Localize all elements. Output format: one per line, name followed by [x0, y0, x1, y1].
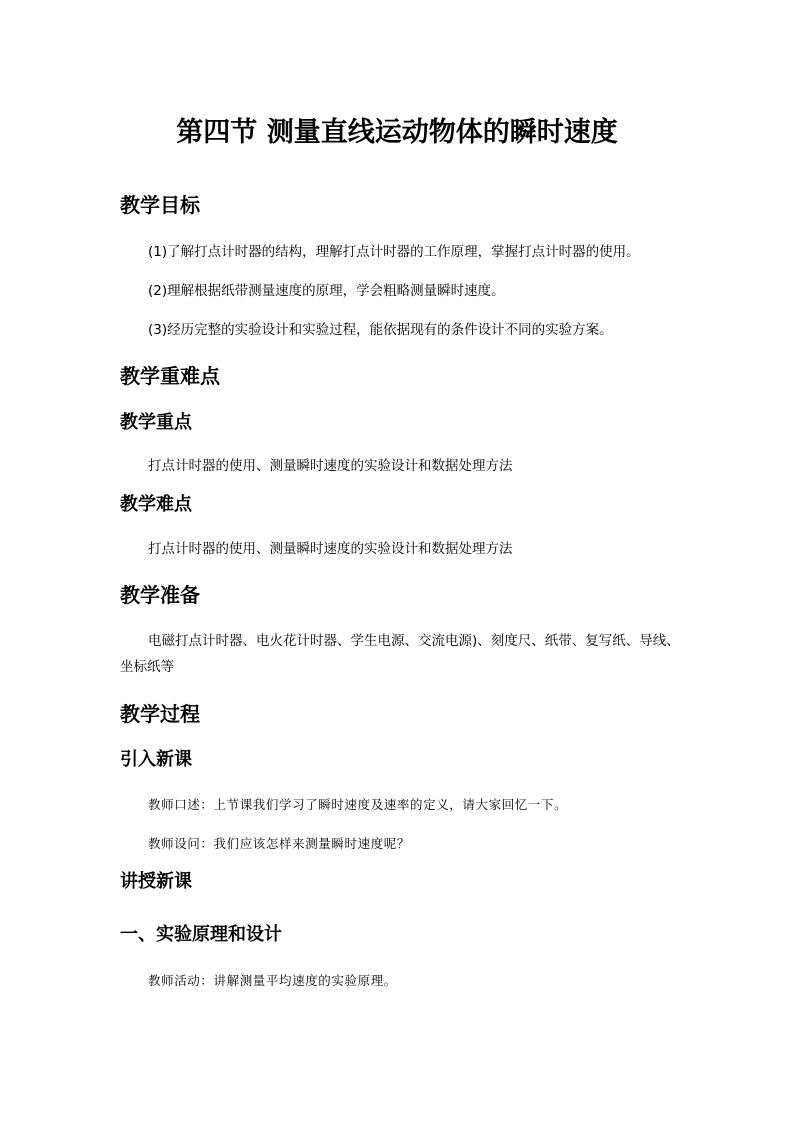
objectives-heading: 教学目标: [120, 193, 200, 217]
page-title: 第四节 测量直线运动物体的瞬时速度: [176, 117, 618, 148]
intro-heading: 引入新课: [120, 749, 192, 770]
objective-3: (3)经历完整的实验设计和实验过程，能依据现有的条件设计不同的实验方案。: [148, 322, 613, 338]
process-heading: 教学过程: [120, 702, 200, 726]
intro-line-1: 教师口述：上节课我们学习了瞬时速度及速率的定义，请大家回忆一下。: [148, 797, 568, 812]
key-difficult-heading: 教学重难点: [120, 364, 220, 388]
part1-line-1: 教师活动：讲解测量平均速度的实验原理。: [148, 973, 397, 988]
key-points-heading: 教学重点: [120, 412, 192, 433]
preparation-heading: 教学准备: [120, 583, 200, 607]
objective-2: (2)理解根据纸带测量速度的原理，学会粗略测量瞬时速度。: [148, 283, 505, 299]
intro-line-2: 教师设问：我们应该怎样来测量瞬时速度呢？: [148, 836, 411, 851]
new-lesson-heading: 讲授新课: [120, 871, 192, 892]
part1-heading: 一、实验原理和设计: [120, 924, 282, 945]
difficult-points-text: 打点计时器的使用、测量瞬时速度的实验设计和数据处理方法: [148, 541, 513, 557]
objective-1: (1)了解打点计时器的结构，理解打点计时器的工作原理，掌握打点计时器的使用。: [148, 244, 640, 260]
difficult-points-heading: 教学难点: [120, 494, 192, 515]
preparation-text: 电磁打点计时器、电火花计时器、学生电源、交流电源)、刻度尺、纸带、复写纸、导线、坐标纸等: [120, 633, 680, 675]
key-points-text: 打点计时器的使用、测量瞬时速度的实验设计和数据处理方法: [148, 458, 513, 474]
